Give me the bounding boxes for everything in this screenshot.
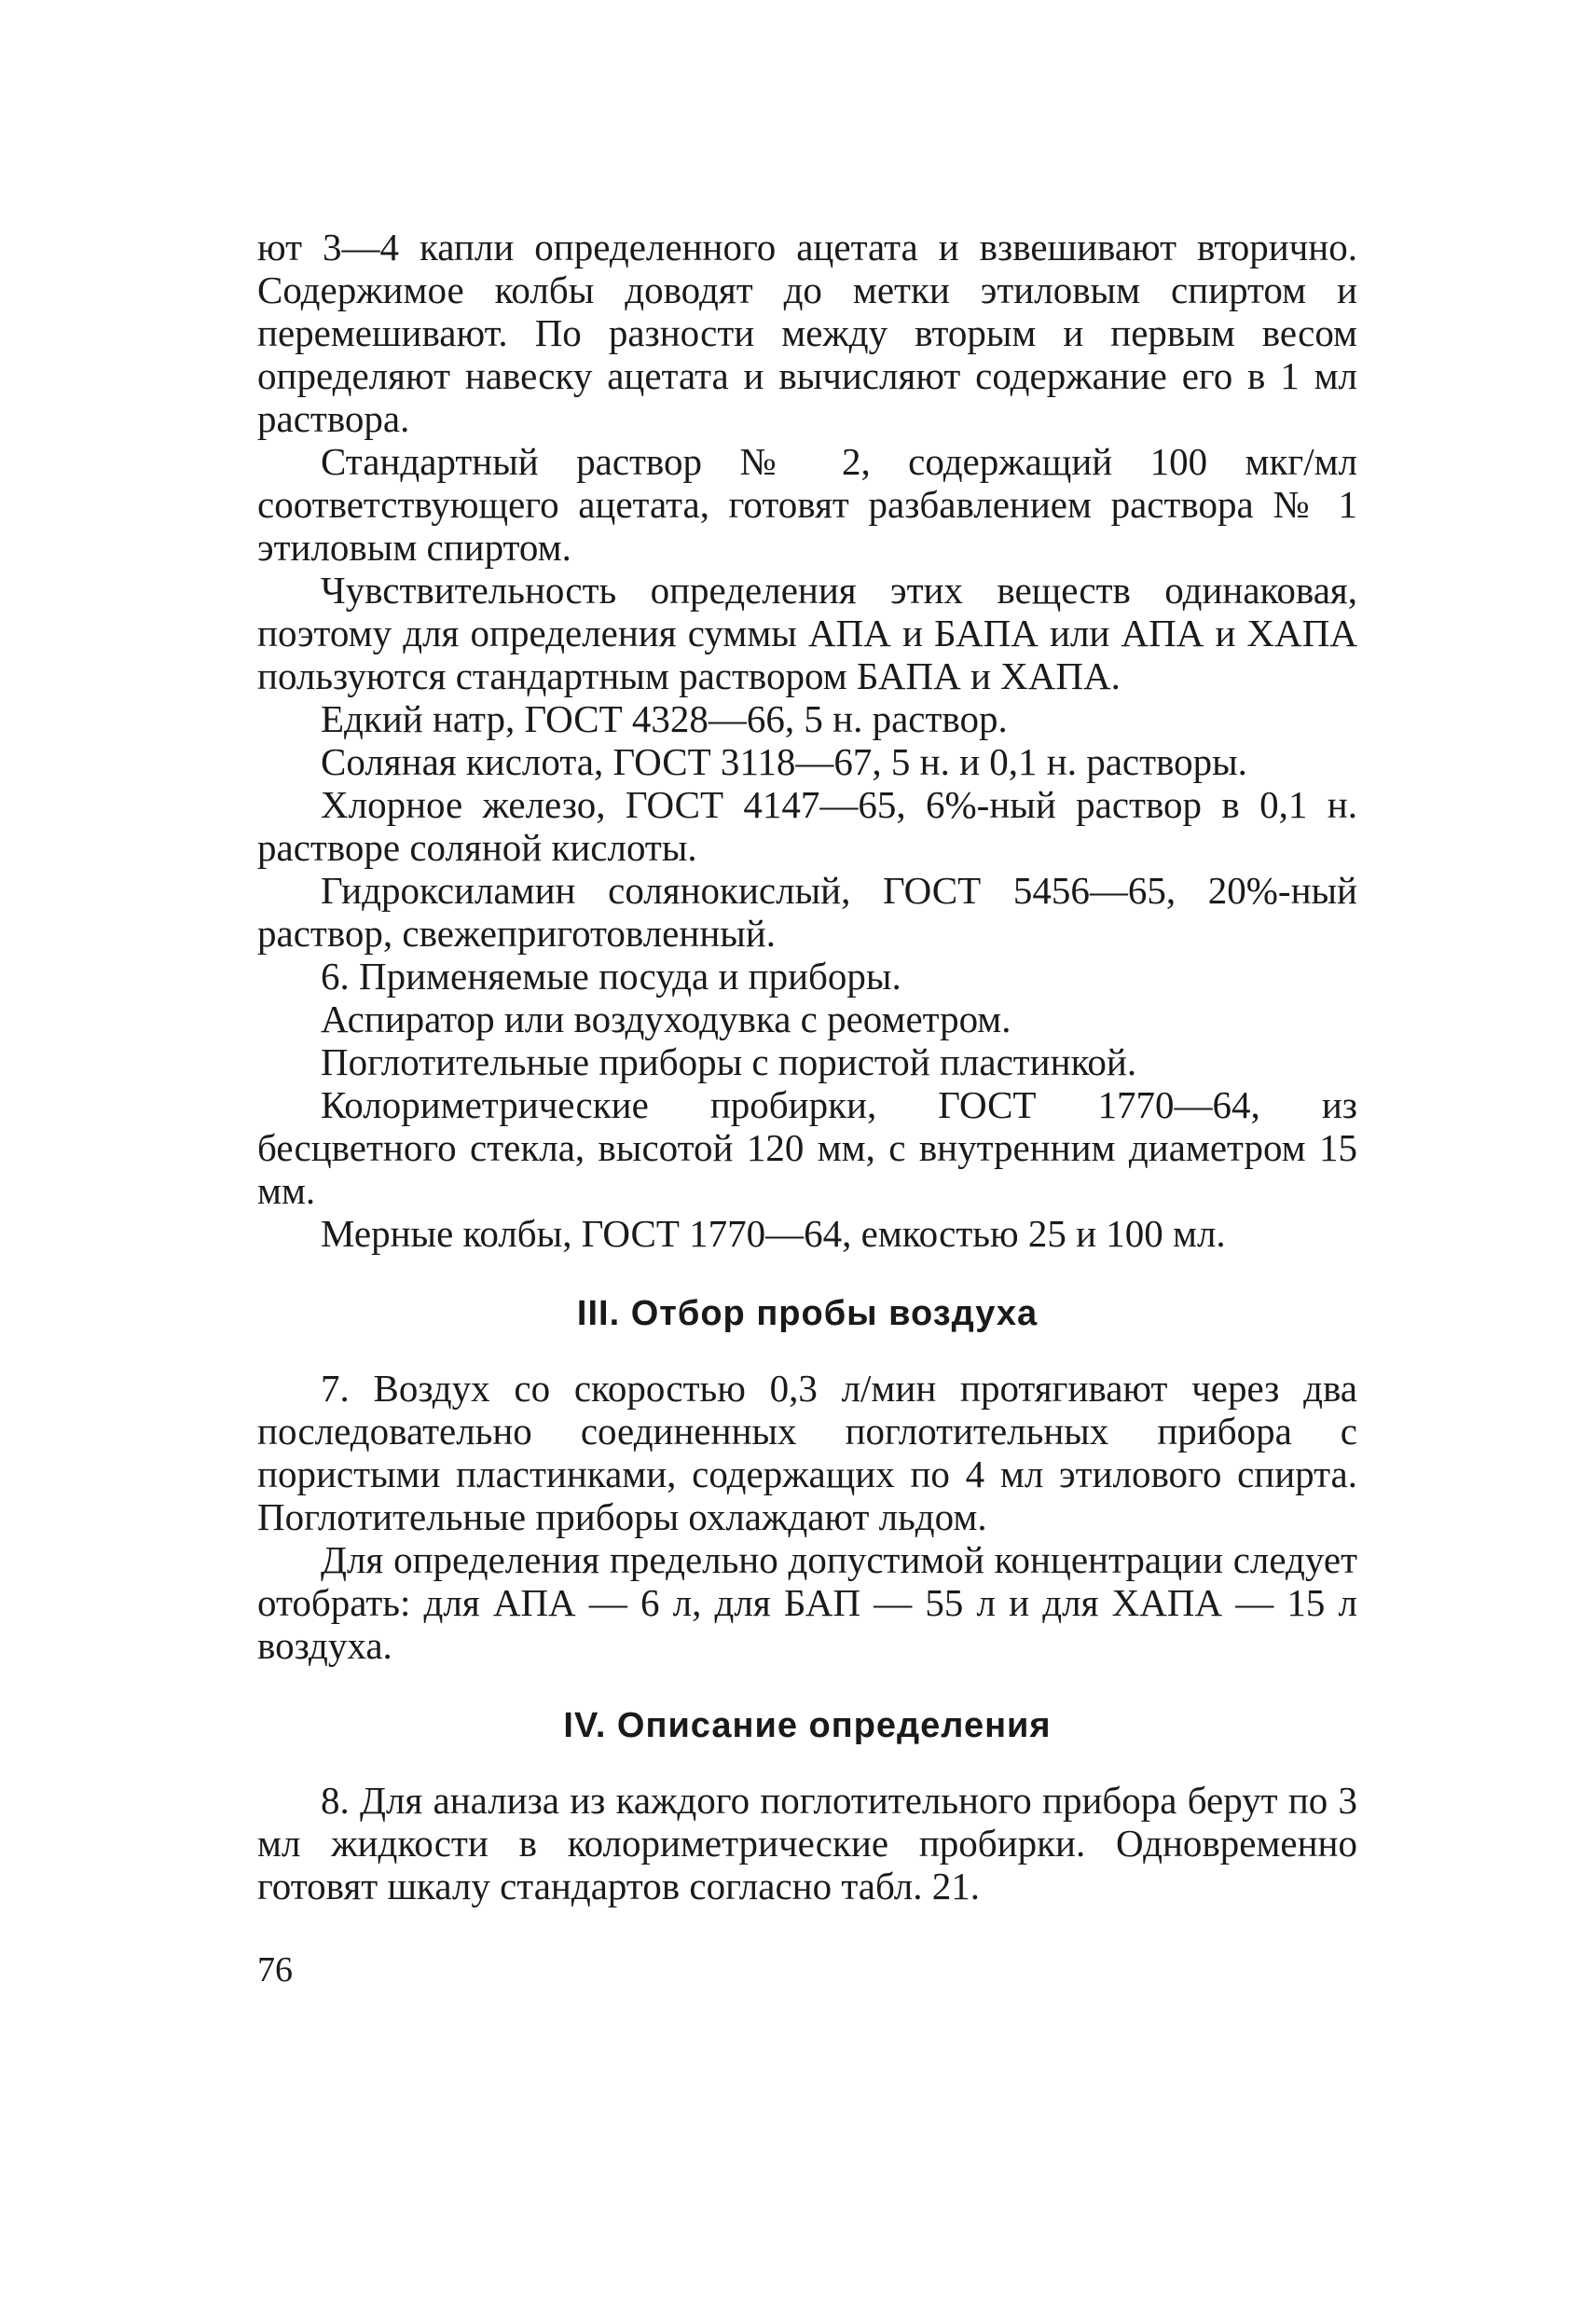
paragraph-continuation: ют 3—4 капли определенного ацетата и взвешивают вторично. Содержимое колбы доводят до метки этиловым спиртом и перемешивают. По разности между вторым и первым весом определяют навеску ацетата и вычисляют содержание его в 1 мл раствора. <box>257 226 1357 440</box>
paragraph-aspirator: Аспиратор или воздуходувка с реометром. <box>321 998 1011 1040</box>
paragraph-hydroxylamine: Гидроксиламин солянокислый, ГОСТ 5456—65, 20%-ный раствор, свежеприготовленный. <box>257 869 1357 955</box>
paragraph-ferric-chloride: Хлорное железо, ГОСТ 4147—65, 6%-ный раствор в 0,1 н. растворе соляной кислоты. <box>257 783 1357 869</box>
paragraph-hydrochloric-acid: Соляная кислота, ГОСТ 3118—67, 5 н. и 0,1 н. растворы. <box>321 740 1247 783</box>
paragraph-air-sampling: 7. Воздух со скоростью 0,3 л/мин протягивают через два последовательно соединенных поглотительных прибора с пористыми пластинками, содержащих по 4 мл этилового спирта. Поглотительные приборы охлаждают льдом. <box>257 1367 1357 1538</box>
paragraph-sodium-hydroxide: Едкий натр, ГОСТ 4328—66, 5 н. раствор. <box>321 697 1008 740</box>
section-heading-air-sampling: III. Отбор пробы воздуха <box>576 1294 1039 1333</box>
paragraph-standard-solution-2: Стандартный раствор № 2, содержащий 100 мкг/мл соответствующего ацетата, готовят разбавлением раствора № 1 этиловым спиртом. <box>257 440 1357 569</box>
paragraph-equipment-heading: 6. Применяемые посуда и приборы. <box>321 955 901 998</box>
document-page <box>257 226 1357 1991</box>
paragraph-analysis: 8. Для анализа из каждого поглотительного прибора берут по 3 мл жидкости в колориметрические пробирки. Одновременно готовят шкалу стандартов согласно табл. 21. <box>257 1779 1357 1907</box>
section-heading-determination: IV. Описание определения <box>563 1706 1052 1745</box>
page-number: 76 <box>257 1950 293 1989</box>
paragraph-absorbers: Поглотительные приборы с пористой пластинкой. <box>321 1040 1137 1083</box>
paragraph-sensitivity: Чувствительность определения этих веществ одинаковая, поэтому для определения суммы АПА и БАПА или АПА и ХАПА пользуются стандартным раствором БАПА и ХАПА. <box>257 569 1357 697</box>
paragraph-sample-volumes: Для определения предельно допустимой концентрации следует отобрать: для АПА — 6 л, для БАП — 55 л и для ХАПА — 15 л воздуха. <box>257 1538 1357 1667</box>
paragraph-volumetric-flasks: Мерные колбы, ГОСТ 1770—64, емкостью 25 и 100 мл. <box>321 1212 1226 1255</box>
paragraph-colorimetric-tubes: Колориметрические пробирки, ГОСТ 1770—64, из бесцветного стекла, высотой 120 мм, с внутренним диаметром 15 мм. <box>257 1083 1357 1212</box>
